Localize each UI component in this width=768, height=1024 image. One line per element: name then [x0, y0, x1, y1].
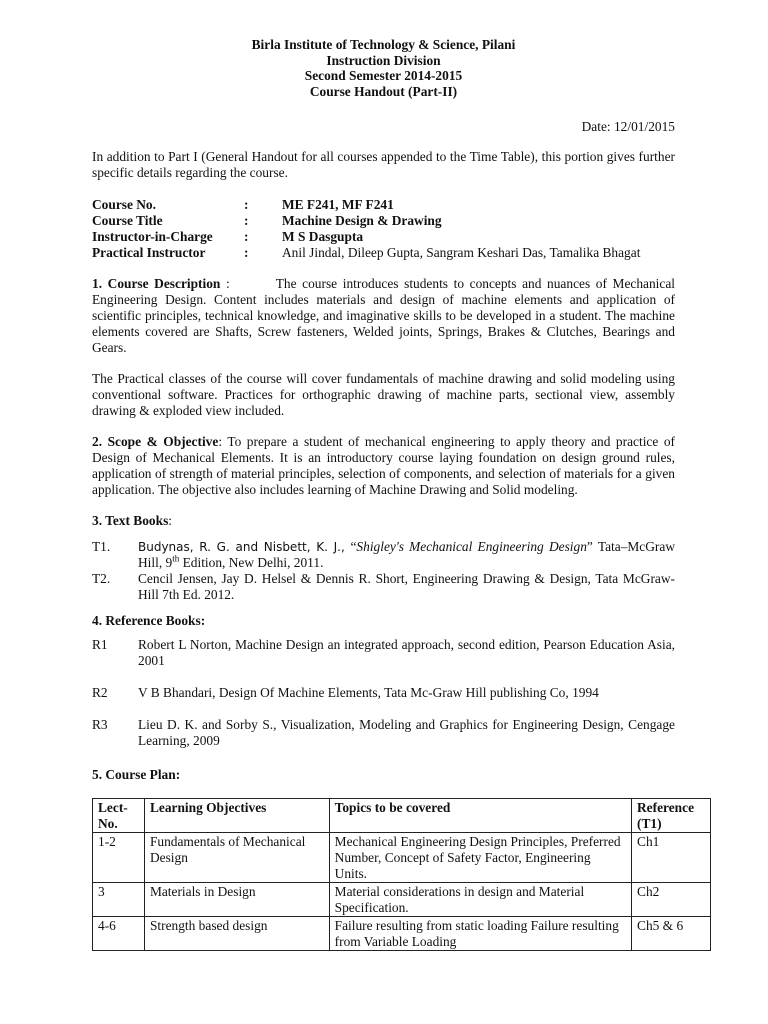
handout-page [92, 37, 695, 951]
table-row [93, 917, 711, 951]
learning-objective: Fundamentals of Mechanical Design [144, 833, 329, 883]
info-key: Practical Instructor [92, 245, 206, 261]
scope-objective [92, 434, 675, 498]
topics: Material considerations in design and Material Specification. [329, 883, 631, 917]
division-name: Instruction Division [326, 52, 441, 68]
table-row [93, 833, 711, 883]
table-row [93, 883, 711, 917]
section-title: 2. Scope & Objective [92, 434, 219, 450]
reference-books-title: 4. Reference Books: [92, 613, 206, 629]
info-colon: : [244, 229, 249, 245]
reference: Ch2 [632, 883, 711, 917]
column-header: Lect-No. [93, 799, 145, 833]
course-title: Machine Design & Drawing [282, 213, 442, 229]
ref-id: R1 [92, 637, 108, 653]
ref-entry: Robert L Norton, Machine Design an integrated approach, second edition, Pearson Education Asia, 2001 [138, 637, 675, 669]
reference: Ch5 & 6 [632, 917, 711, 951]
info-key: Instructor-in-Charge [92, 229, 213, 245]
topics: Failure resulting from static loading Failure resulting from Variable Loading [329, 917, 631, 951]
column-header: Reference (T1) [632, 799, 711, 833]
description-text: The course introduces students to concepts and nuances of Mechanical Engineering Design. Content includes materials and design of machine elements and application of scientific principles, technical knowledge, and imaginative skills to be developed in a student. The machine elements covered are Shafts, Screw fasteners, Welded joints, Springs, Brakes & Clutches, Bearings and Gears. [92, 276, 676, 356]
lecture-number: 1-2 [93, 833, 145, 883]
info-colon: : [244, 197, 249, 213]
practical-instructors: Anil Jindal, Dileep Gupta, Sangram Keshari Das, Tamalika Bhagat [282, 245, 641, 261]
semester: Second Semester 2014-2015 [304, 68, 463, 84]
reference-books-list [92, 637, 675, 749]
reference: Ch1 [632, 833, 711, 883]
list-item [92, 717, 675, 749]
lecture-number: 4-6 [93, 917, 145, 951]
learning-objective: Materials in Design [144, 883, 329, 917]
practical-description: The Practical classes of the course will cover fundamentals of machine drawing and solid modeling using conventional software. Practices for orthographic drawing of machine parts, sectional view, assembly drawing & exploded view included. [92, 371, 675, 419]
course-plan-table [92, 798, 711, 951]
learning-objective: Strength based design [144, 917, 329, 951]
institute-name: Birla Institute of Technology & Science, Pilani [251, 37, 516, 52]
column-header: Topics to be covered [329, 799, 631, 833]
scope-text: : To prepare a student of mechanical engineering to apply theory and practice of Design of Mechanical Elements. It is an introductory course laying foundation on design ground rules, application of strength of material principles, selection of components, and selection of materials for a given application. The objective also includes learning of Machine Drawing and Solid modeling. [92, 434, 675, 498]
course-number: ME F241, MF F241 [282, 197, 394, 213]
info-colon: : [244, 213, 249, 229]
text-books-list [92, 539, 675, 603]
course-plan-title: 5. Course Plan: [92, 767, 181, 783]
handout-title: Course Handout (Part-II) [309, 83, 458, 99]
section-separator: : [220, 276, 230, 292]
ref-entry: V B Bhandari, Design Of Machine Elements, Tata Mc-Graw Hill publishing Co, 1994 [138, 685, 599, 701]
intro-paragraph: In addition to Part I (General Handout for all courses appended to the Time Table), this portion gives further specific details regarding the course. [92, 149, 675, 181]
instructor-in-charge: M S Dasgupta [282, 229, 364, 245]
ref-id: R2 [92, 685, 108, 701]
column-header: Learning Objectives [144, 799, 329, 833]
ref-entry: Lieu D. K. and Sorby S., Visualization, Modeling and Graphics for Engineering Design, Cengage Learning, 2009 [138, 717, 675, 749]
book-id: T1. [92, 539, 111, 555]
text-books-title: 3. Text Books: [92, 513, 173, 529]
lecture-number: 3 [93, 883, 145, 917]
book-entry: Cencil Jensen, Jay D. Helsel & Dennis R. Short, Engineering Drawing & Design, Tata McGraw-Hill 7th Ed. 2012. [138, 571, 675, 603]
list-item [92, 637, 675, 669]
info-key: Course No. [92, 197, 156, 213]
book-id: T2. [92, 571, 111, 587]
table-header-row [93, 799, 711, 833]
list-item [92, 539, 675, 571]
info-colon: : [244, 245, 249, 261]
course-info [92, 197, 675, 261]
course-description [92, 276, 675, 356]
info-key: Course Title [92, 213, 163, 229]
ref-id: R3 [92, 717, 108, 733]
handout-date: Date: 12/01/2015 [581, 119, 675, 135]
book-entry: Budynas, R. G. and Nisbett, K. J., “Shigley's Mechanical Engineering Design” Tata–McGraw Hill, 9th Edition, New Delhi, 2011. [138, 539, 675, 571]
list-item [92, 685, 675, 701]
topics: Mechanical Engineering Design Principles, Preferred Number, Concept of Safety Factor, Engineering Units. [329, 833, 631, 883]
document-header [92, 37, 675, 99]
section-title: 1. Course Description [92, 276, 221, 292]
list-item [92, 571, 675, 603]
